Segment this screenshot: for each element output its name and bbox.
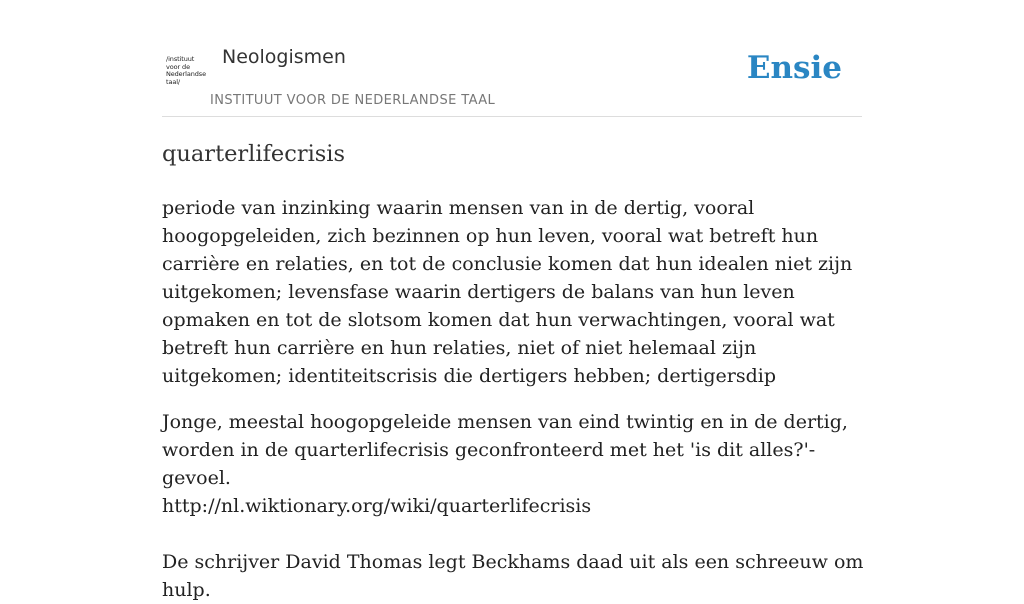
- logo-line: voor de: [166, 62, 190, 71]
- source-link[interactable]: http://nl.wiktionary.org/wiki/quarterlifecrisis: [162, 495, 592, 517]
- entry-example: [162, 408, 864, 520]
- entry-definition: periode van inzinking waarin mensen van in de dertig, vooral hoogopgeleiden, zich bezinnen op hun leven, vooral wat betreft hun carrière en relaties, en tot de conclusie komen dat hun idealen niet zijn uitgekomen; levensfase waarin dertigers de balans van hun leven opmaken en tot de slotsom komen dat hun verwachtingen, vooral wat betreft hun carrière en hun relaties, niet of niet helemaal zijn uitgekomen; identiteitscrisis die dertigers hebben; dertigersdip: [162, 197, 853, 387]
- entry-content: [162, 136, 864, 604]
- logo-line: Nederlandse: [166, 70, 206, 79]
- organization-name: INSTITUUT VOOR DE NEDERLANDSE TAAL: [210, 93, 496, 108]
- example-text: Jonge, meestal hoogopgeleide mensen van eind twintig en in de dertig, worden in de quarterlifecrisis geconfronteerd met het 'is dit alles?'-gevoel.: [162, 411, 848, 489]
- site-name[interactable]: Neologismen: [222, 46, 346, 68]
- spacer: [162, 520, 864, 548]
- logo-line: taal/: [166, 77, 181, 86]
- ivdnt-logo[interactable]: [166, 56, 208, 86]
- entry-term: quarterlifecrisis: [162, 141, 346, 167]
- site-header: [162, 0, 862, 117]
- logo-line: /instituut: [166, 55, 195, 63]
- entry-example: De schrijver David Thomas legt Beckhams daad uit als een schreeuw om hulp.: [162, 551, 864, 601]
- ensie-brand-logo[interactable]: Ensie: [746, 50, 842, 86]
